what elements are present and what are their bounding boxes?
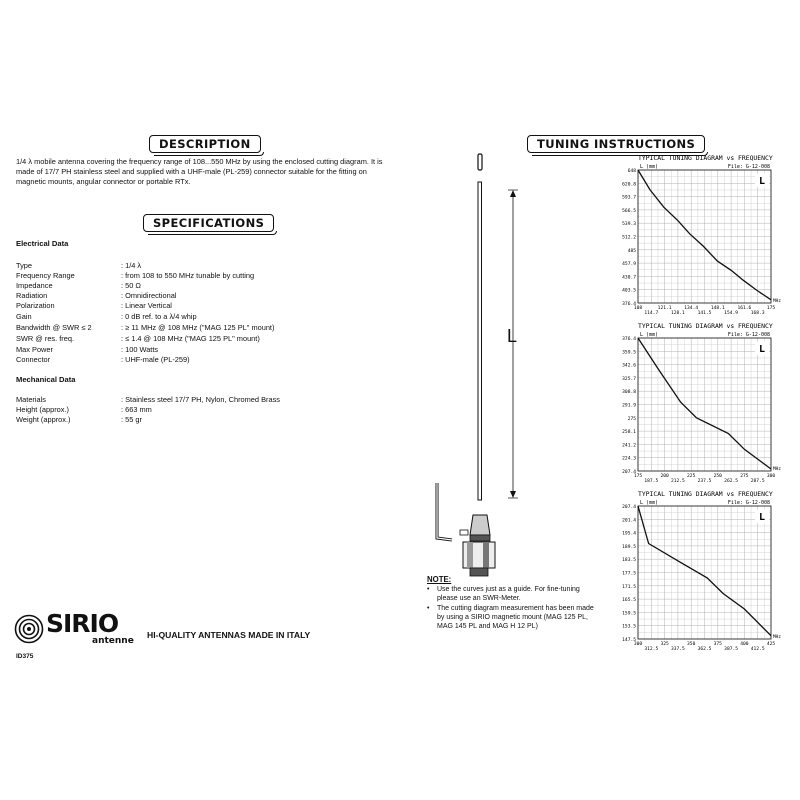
spec-value: : 1/4 λ [121, 261, 142, 270]
description-text: 1/4 λ mobile antenna covering the frequency range of 108...550 MHz by using the enclosed cutting diagram. It is made of 17/7 PH stainless steel and supplied with a UHF-male (PL-259) connector suitable for the fitting on magnetic mounts, angular connector or portable RTx. [16, 157, 383, 186]
spec-row-impedance [16, 281, 346, 291]
spec-label: Max Power [16, 345, 53, 354]
x-tick-label: 300 [766, 474, 776, 479]
y-tick-label: 241.2 [622, 443, 636, 449]
y-tick-label: 207.4 [622, 505, 636, 510]
spec-row-height [16, 405, 346, 415]
tuning-title: TUNING INSTRUCTIONS [527, 135, 705, 153]
y-tick-label: 485 [627, 248, 636, 254]
note-list [427, 585, 595, 632]
x-tick-label: 300 [633, 642, 643, 647]
tagline: HI-QUALITY ANTENNAS MADE IN ITALY [147, 630, 311, 640]
spec-row-weight [16, 415, 346, 425]
spec-label: Impedance [16, 281, 53, 290]
spec-value: : UHF-male (PL-259) [121, 355, 190, 364]
x-tick-label: 412.5 [750, 647, 765, 652]
spec-label: Weight (approx.) [16, 415, 71, 424]
note-heading: NOTE: [427, 575, 452, 584]
spec-row-swr [16, 334, 346, 344]
antenna-illustration-icon [432, 150, 522, 580]
spec-label: Bandwidth @ SWR ≤ 2 [16, 323, 92, 332]
electrical-heading: Electrical Data [16, 239, 69, 248]
spec-row-bandwidth [16, 323, 346, 333]
spec-row-gain [16, 312, 346, 322]
x-tick-label: 362.5 [697, 647, 712, 652]
x-tick-label: 154.9 [724, 311, 739, 316]
specifications-title: SPECIFICATIONS [143, 214, 274, 232]
spec-value: : Stainless steel 17/7 PH, Nylon, Chromed Brass [121, 395, 280, 404]
spec-label: Frequency Range [16, 271, 75, 280]
tuning-chart-3 [605, 488, 790, 656]
y-tick-label: 291.9 [622, 403, 636, 409]
spec-row-connector [16, 355, 346, 365]
spec-label: Radiation [16, 291, 48, 300]
chart-file-label: File: G-12-008 [727, 332, 770, 338]
tuning-chart-2 [605, 320, 790, 488]
y-tick-label: 189.5 [622, 544, 636, 550]
x-tick-label: 200 [660, 474, 669, 479]
x-tick-label: 262.5 [724, 479, 739, 484]
chart-title: TYPICAL TUNING DIAGRAM vs FREQUENCY [638, 322, 773, 330]
length-label: L [507, 326, 518, 346]
y-tick-label: 342.6 [622, 363, 636, 369]
y-tick-label: 539.3 [622, 222, 636, 228]
chart-title: TYPICAL TUNING DIAGRAM vs FREQUENCY [638, 154, 773, 162]
x-tick-label: 161.6 [737, 306, 752, 311]
spec-row-radiation [16, 291, 346, 301]
x-tick-label: 275 [740, 474, 749, 479]
chart-file-label: File: G-12-008 [727, 500, 770, 506]
x-tick-label: 312.5 [644, 647, 659, 652]
spec-label: Connector [16, 355, 51, 364]
spec-value: : Linear Vertical [121, 301, 172, 310]
chart-title: TYPICAL TUNING DIAGRAM vs FREQUENCY [638, 490, 773, 498]
logo-brand: SIRIO [46, 609, 119, 638]
spec-label: Gain [16, 312, 32, 321]
note-item: • Use the curves just as a guide. For fine-tuning please use an SWR-Meter. [427, 585, 595, 603]
x-tick-label: 141.5 [697, 311, 712, 316]
spec-value: : 100 Watts [121, 345, 159, 354]
x-tick-label: 350 [687, 642, 696, 647]
chart-file-label: File: G-12-008 [727, 164, 770, 170]
note-item: • The cutting diagram measurement has been made by using a SIRIO magnetic mount (MAG 125 PL, MAG 145 PL and MAG H 12 PL) [427, 604, 595, 631]
logo-sub: antenne [92, 636, 134, 646]
x-tick-label: 175 [766, 306, 776, 311]
spec-row-frequency [16, 271, 346, 281]
chart-ylabel: L (mm) [640, 164, 659, 170]
x-tick-label: 325 [660, 642, 669, 647]
x-tick-label: 175 [633, 474, 643, 479]
chart-corner-label: L [759, 512, 766, 523]
description-title: DESCRIPTION [149, 135, 261, 153]
x-tick-label: 225 [687, 474, 696, 479]
spec-value: : from 108 to 550 MHz tunable by cutting [121, 271, 255, 280]
spec-value: : Omnidirectional [121, 291, 177, 300]
y-tick-label: 376.4 [622, 337, 636, 342]
x-tick-label: 128.1 [670, 311, 685, 316]
y-tick-label: 224.3 [622, 456, 636, 462]
y-tick-label: 165.5 [622, 598, 636, 604]
y-tick-label: 430.7 [622, 275, 636, 281]
y-tick-label: 620.8 [622, 182, 636, 188]
spec-row-materials [16, 395, 346, 405]
spec-label: Polarization [16, 301, 55, 310]
spec-label: SWR @ res. freq. [16, 334, 75, 343]
chart-ylabel: L (mm) [640, 500, 659, 506]
spec-label: Height (approx.) [16, 405, 69, 414]
x-tick-label: 121.1 [657, 306, 672, 311]
y-tick-label: 275 [627, 416, 636, 422]
y-tick-label: 171.5 [622, 584, 636, 590]
x-tick-label: 187.5 [644, 479, 659, 484]
sirio-emblem-icon [14, 614, 44, 644]
y-tick-label: 359.5 [622, 350, 636, 356]
y-tick-label: 183.5 [622, 558, 636, 564]
tuning-chart-1 [605, 152, 790, 320]
y-tick-label: 147.5 [622, 638, 636, 643]
spec-row-polarization [16, 301, 346, 311]
chart-ylabel: L (mm) [640, 332, 659, 338]
x-tick-label: 400 [740, 642, 749, 647]
x-tick-label: 212.5 [670, 479, 685, 484]
x-tick-label: 375 [713, 642, 722, 647]
spec-value: : 663 mm [121, 405, 152, 414]
x-tick-label: 337.5 [670, 647, 685, 652]
spec-value: : ≤ 1.4 @ 108 MHz ("MAG 125 PL" mount) [121, 334, 260, 343]
chart-corner-label: L [759, 176, 766, 187]
mechanical-heading: Mechanical Data [16, 375, 76, 384]
y-tick-label: 593.7 [622, 195, 636, 201]
x-tick-label: 387.5 [724, 647, 739, 652]
y-tick-label: 177.5 [622, 571, 636, 577]
y-tick-label: 201.4 [622, 518, 636, 524]
y-tick-label: 566.5 [622, 208, 636, 214]
y-tick-label: 648 [627, 169, 636, 174]
y-tick-label: 308.8 [622, 390, 636, 396]
x-tick-label: 114.7 [644, 311, 659, 316]
spec-label: Materials [16, 395, 46, 404]
y-tick-label: 153.5 [622, 624, 636, 630]
x-tick-label: 425 [766, 642, 776, 647]
y-tick-label: 207.4 [622, 470, 636, 475]
y-tick-label: 325.7 [622, 376, 636, 382]
y-tick-label: 195.4 [622, 531, 636, 537]
spec-value: : ≥ 11 MHz @ 108 MHz ("MAG 125 PL" mount) [121, 323, 275, 332]
chart-corner-label: L [759, 344, 766, 355]
x-tick-label: 148.1 [710, 306, 725, 311]
x-tick-label: 250 [713, 474, 722, 479]
x-tick-label: 237.5 [697, 479, 712, 484]
y-tick-label: 159.5 [622, 611, 636, 617]
y-tick-label: 376.4 [622, 302, 636, 307]
y-tick-label: 512.2 [622, 235, 636, 241]
y-tick-label: 457.9 [622, 262, 636, 268]
x-unit-label: MHz [773, 467, 781, 472]
spec-value: : 50 Ω [121, 281, 141, 290]
x-unit-label: MHz [773, 635, 781, 640]
x-tick-label: 108 [633, 306, 643, 311]
x-tick-label: 168.3 [750, 311, 765, 316]
spec-label: Type [16, 261, 33, 270]
x-unit-label: MHz [773, 299, 781, 304]
spec-row-type [16, 261, 346, 271]
x-tick-label: 287.5 [750, 479, 765, 484]
x-tick-label: 134.4 [684, 306, 699, 311]
document-code: ID375 [16, 653, 34, 660]
spec-value: : 55 gr [121, 415, 142, 424]
spec-value: : 0 dB ref. to a λ/4 whip [121, 312, 197, 321]
spec-row-max-power [16, 345, 346, 355]
y-tick-label: 403.5 [622, 288, 636, 294]
y-tick-label: 258.1 [622, 430, 636, 436]
